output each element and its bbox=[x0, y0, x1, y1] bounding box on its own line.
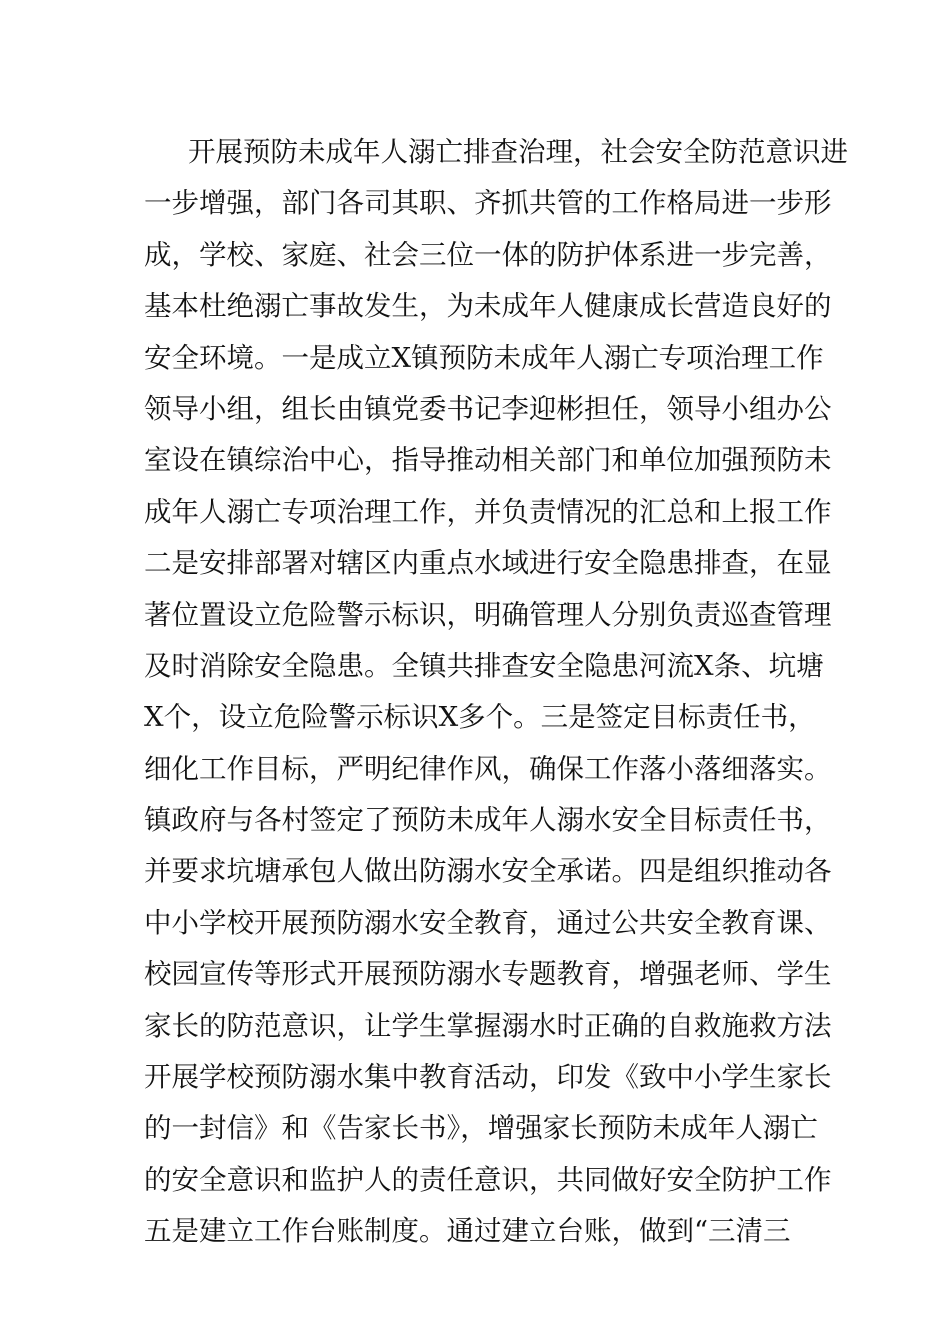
text-line-11: 及时消除安全隐患。全镇共排查安全隐患河流X条、坑塘 bbox=[144, 649, 824, 682]
text-line-15: 并要求坑塘承包人做出防溺水安全承诺。四是组织推动各 bbox=[144, 855, 832, 888]
text-line-19: 开展学校预防溺水集中教育活动，印发《致中小学生家长 bbox=[144, 1061, 832, 1094]
text-line-10: 著位置设立危险警示标识，明确管理人分别负责巡查管理 bbox=[144, 598, 832, 631]
text-line-22: 五是建立工作台账制度。通过建立台账，做到“三清三 bbox=[144, 1215, 791, 1248]
text-line-6: 领导小组，组长由镇党委书记李迎彬担任，领导小组办公 bbox=[144, 392, 832, 425]
text-line-9: 二是安排部署对辖区内重点水域进行安全隐患排查，在显 bbox=[144, 547, 832, 580]
text-line-20: 的一封信》和《告家长书》，增强家长预防未成年人溺亡 bbox=[144, 1112, 818, 1145]
text-line-7: 室设在镇综治中心，指导推动相关部门和单位加强预防未 bbox=[144, 444, 832, 477]
body-paragraph bbox=[144, 127, 848, 1258]
text-line-1: 开展预防未成年人溺亡排查治理，社会安全防范意识进 bbox=[188, 136, 848, 168]
text-line-4: 基本杜绝溺亡事故发生，为未成年人健康成长营造良好的 bbox=[144, 290, 832, 323]
text-line-12: X个，设立危险警示标识X多个。三是签定目标责任书， bbox=[144, 701, 816, 734]
text-line-13: 细化工作目标，严明纪律作风，确保工作落小落细落实。 bbox=[144, 752, 832, 785]
text-line-17: 校园宣传等形式开展预防溺水专题教育，增强老师、学生 bbox=[144, 958, 832, 991]
text-line-2: 一步增强，部门各司其职、齐抓共管的工作格局进一步形 bbox=[144, 187, 832, 220]
text-line-5: 安全环境。一是成立X镇预防未成年人溺亡专项治理工作 bbox=[144, 341, 824, 374]
text-line-3: 成，学校、家庭、社会三位一体的防护体系进一步完善， bbox=[144, 238, 832, 271]
text-line-18: 家长的防范意识，让学生掌握溺水时正确的自救施救方法 bbox=[144, 1009, 832, 1042]
text-line-21: 的安全意识和监护人的责任意识，共同做好安全防护工作 bbox=[144, 1163, 832, 1196]
text-line-8: 成年人溺亡专项治理工作，并负责情况的汇总和上报工作 bbox=[144, 495, 832, 528]
text-line-16: 中小学校开展预防溺水安全教育，通过公共安全教育课、 bbox=[144, 906, 832, 939]
text-line-14: 镇政府与各村签定了预防未成年人溺水安全目标责任书， bbox=[144, 804, 832, 837]
